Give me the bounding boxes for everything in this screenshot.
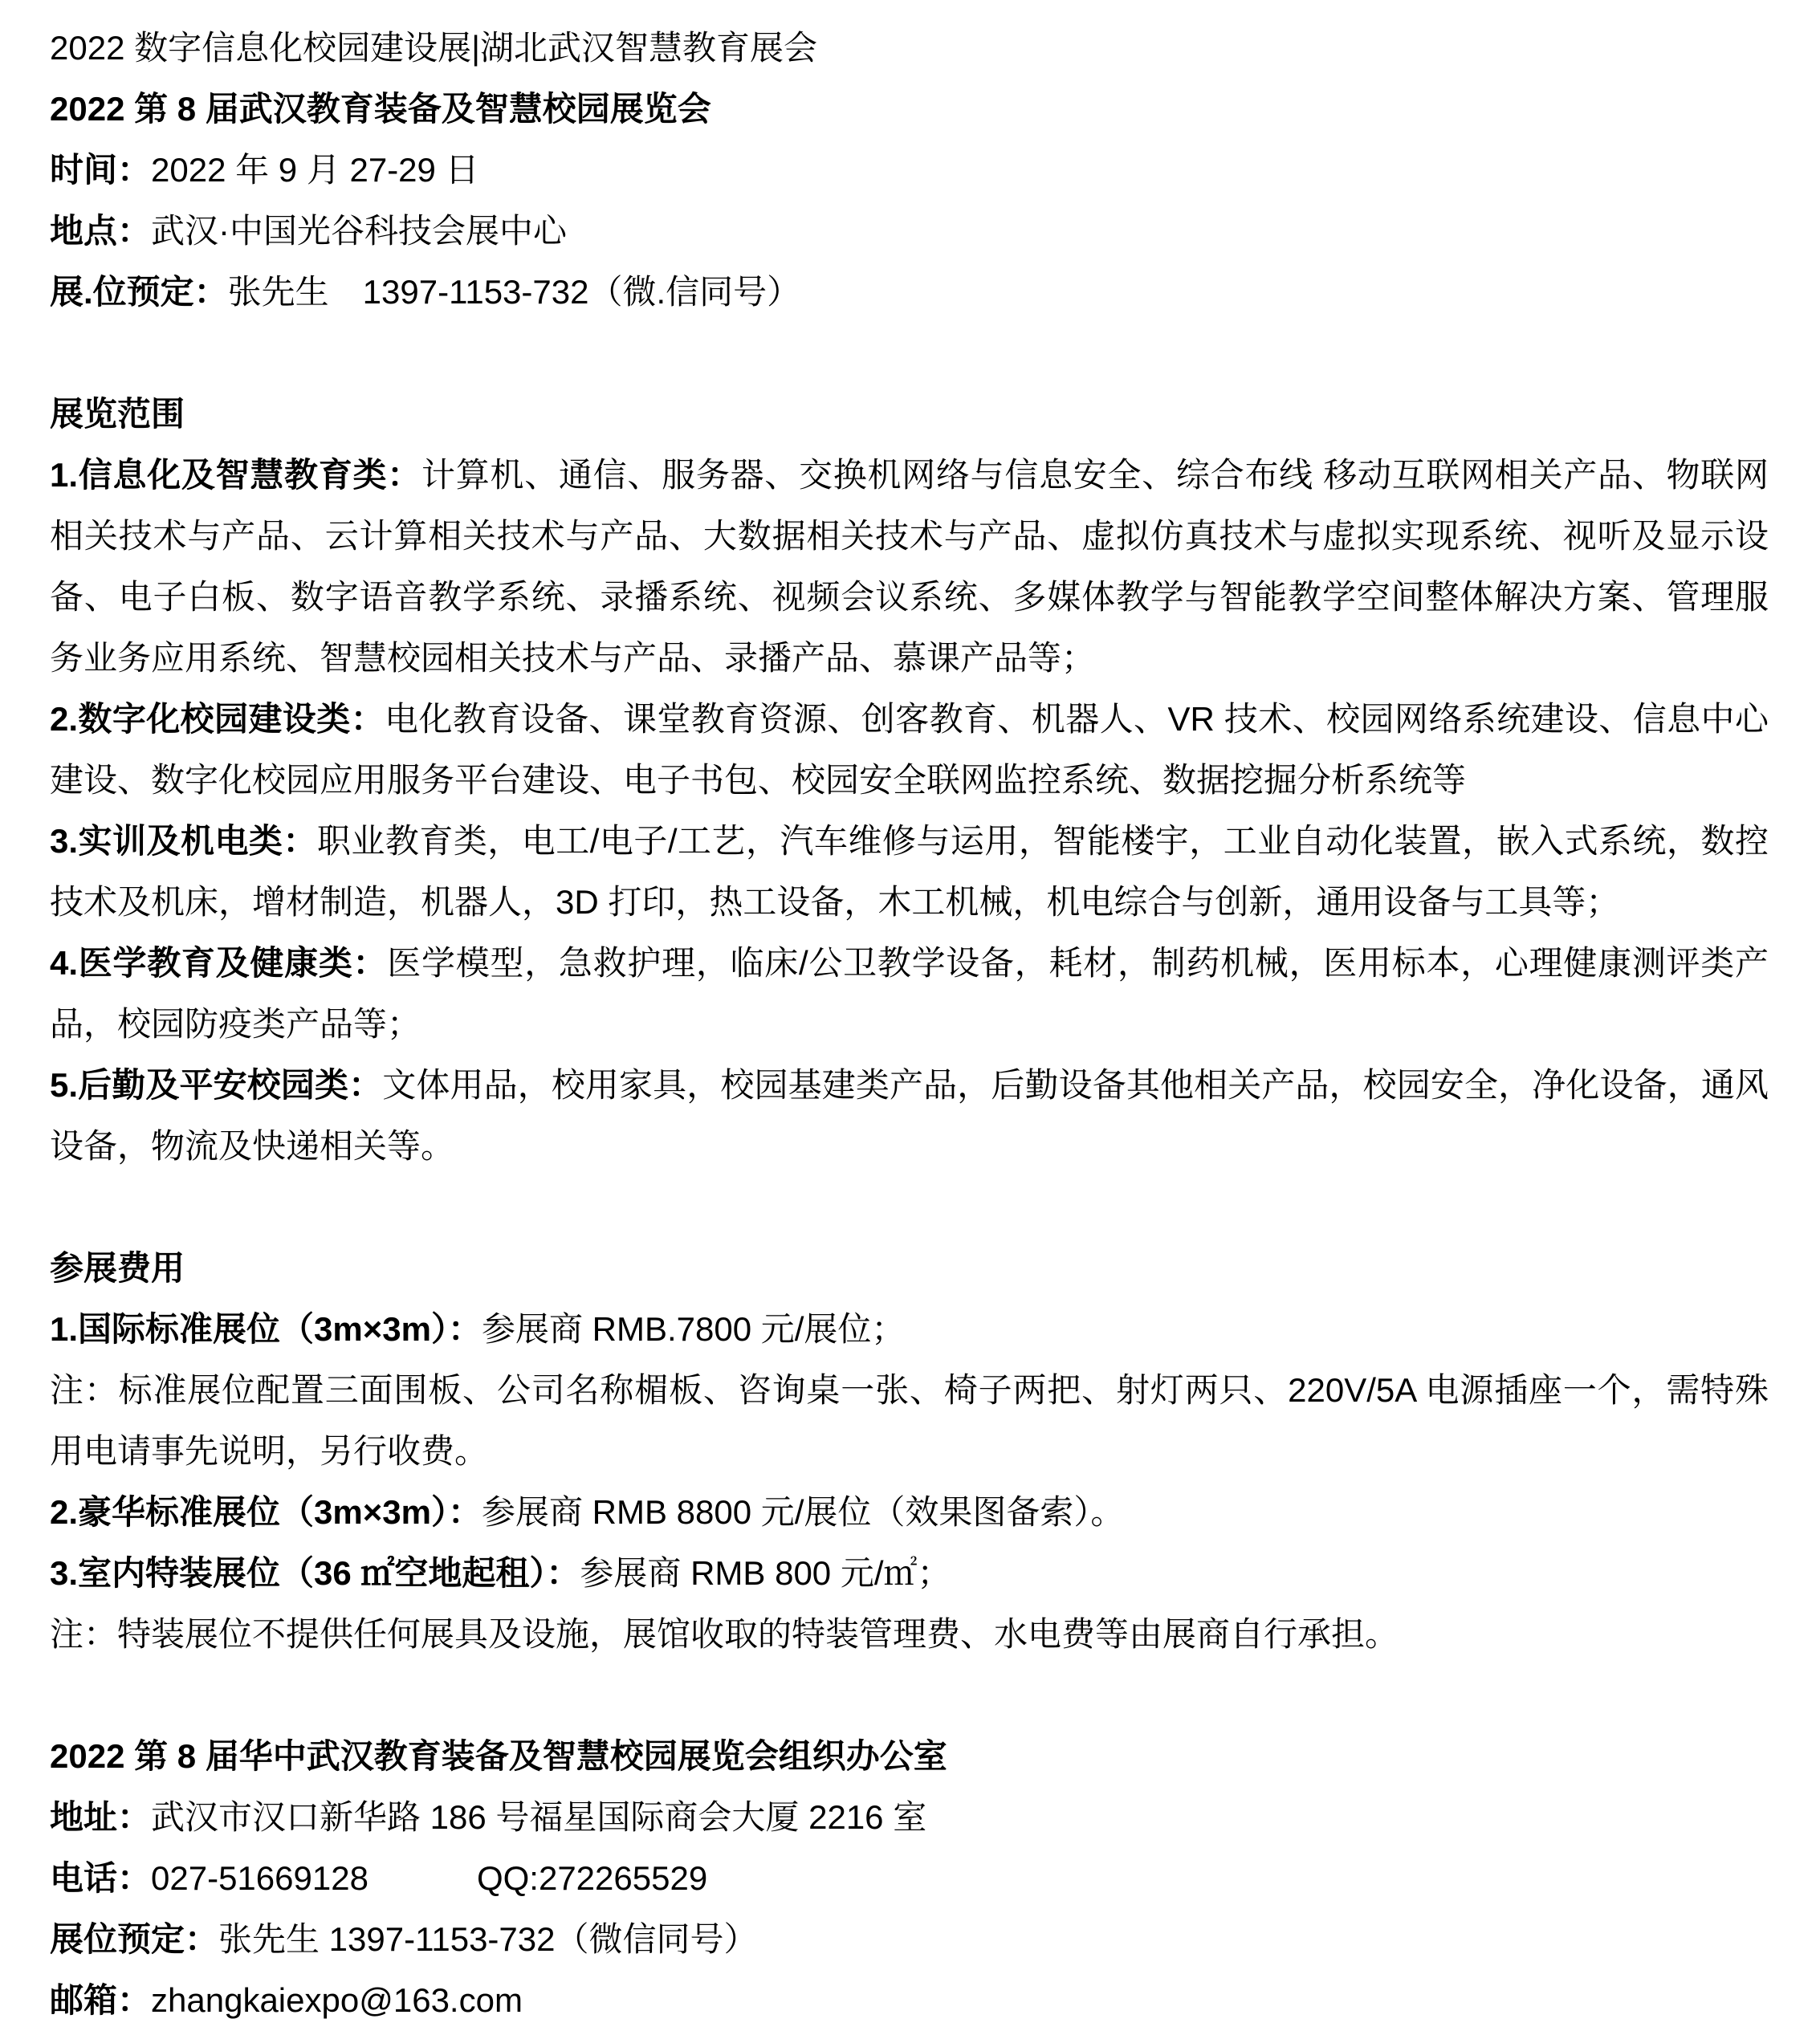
- office-phone-label: 电话：: [50, 1859, 152, 1897]
- exhibition-subtitle: [50, 18, 1769, 79]
- office-booking-row: [50, 1909, 1769, 1970]
- fees-heading-text: 参展费用: [50, 1249, 185, 1287]
- booth-booking-label: 展.位预定：: [50, 273, 228, 311]
- office-qq-value: QQ:272265529: [476, 1859, 708, 1897]
- office-email-value: zhangkaiexpo@163.com: [151, 1981, 523, 2019]
- scope-item-2-label: 2.数字化校园建设类：: [50, 700, 385, 738]
- office-booking-value: 张先生 1397-1153-732（微信同号）: [218, 1920, 758, 1958]
- office-address-value: 武汉市汉口新华路 186 号福星国际商会大厦 2216 室: [151, 1798, 927, 1836]
- blank-line: [50, 1177, 1769, 1238]
- scope-item-4-text: 医学模型，急救护理，临床/公卫教学设备，耗材，制药机械，医用标本，心理健康测评类产品，校园防疫类产品等；: [50, 944, 1769, 1043]
- scope-item-5: [50, 1055, 1769, 1177]
- fees-heading: [50, 1238, 1769, 1299]
- scope-item-5-text: 文体用品，校用家具，校园基建类产品，后勤设备其他相关产品，校园安全，净化设备，通风设备，物流及快递相关等。: [50, 1066, 1769, 1165]
- time-value: 2022 年 9 月 27-29 日: [151, 151, 479, 189]
- office-title-text: 2022 第 8 届华中武汉教育装备及智慧校园展览会组织办公室: [50, 1737, 947, 1775]
- fee-item-3-text: 参展商 RMB 800 元/㎡；: [580, 1554, 951, 1592]
- fee-item-1: [50, 1299, 1769, 1360]
- office-address-label: 地址：: [50, 1798, 152, 1836]
- exhibition-title: [50, 79, 1769, 140]
- fee-note-1-text: 注：标准展位配置三面围板、公司名称楣板、咨询桌一张、椅子两把、射灯两只、220V/5A 电源插座一个，需特殊用电请事先说明，另行收费。: [50, 1371, 1769, 1470]
- fee-item-3: [50, 1543, 1769, 1604]
- scope-item-3-label: 3.实训及机电类：: [50, 822, 317, 860]
- scope-item-2: [50, 689, 1769, 811]
- venue-value: 武汉·中国光谷科技会展中心: [151, 212, 568, 250]
- scope-item-1: [50, 445, 1769, 689]
- fee-note-2-text: 注：特装展位不提供任何展具及设施，展馆收取的特装管理费、水电费等由展商自行承担。: [50, 1615, 1399, 1653]
- scope-item-3: [50, 811, 1769, 933]
- scope-item-4: [50, 933, 1769, 1055]
- office-phone-value: 027-51669128: [151, 1859, 368, 1897]
- info-row-booth-booking: [50, 262, 1769, 323]
- fee-note-1: [50, 1360, 1769, 1482]
- booth-booking-value: 张先生 1397-1153-732（微.信同号）: [227, 273, 801, 311]
- info-row-venue: [50, 201, 1769, 262]
- exhibition-subtitle-text: 2022 数字信息化校园建设展|湖北武汉智慧教育展会: [50, 29, 818, 67]
- office-email-label: 邮箱：: [50, 1981, 152, 2019]
- venue-label: 地点：: [50, 212, 152, 250]
- blank-line: [50, 323, 1769, 384]
- fee-item-2-label: 2.豪华标准展位（3m×3m）：: [50, 1493, 482, 1531]
- fee-item-1-text: 参展商 RMB.7800 元/展位；: [481, 1310, 906, 1348]
- office-email-row: [50, 1970, 1769, 2031]
- scope-item-1-label: 1.信息化及智慧教育类：: [50, 456, 422, 494]
- fee-item-3-label: 3.室内特装展位（36 ㎡空地起租）：: [50, 1554, 580, 1592]
- office-phone-row: [50, 1848, 1769, 1909]
- fee-note-2: [50, 1604, 1769, 1665]
- scope-heading: [50, 384, 1769, 445]
- fee-item-2-text: 参展商 RMB 8800 元/展位（效果图备索）。: [481, 1493, 1125, 1531]
- scope-heading-text: 展览范围: [50, 395, 185, 433]
- office-booking-label: 展位预定：: [50, 1920, 219, 1958]
- info-row-time: [50, 140, 1769, 201]
- fee-item-1-label: 1.国际标准展位（3m×3m）：: [50, 1310, 482, 1348]
- scope-item-5-label: 5.后勤及平安校园类：: [50, 1066, 383, 1104]
- blank-line: [50, 1665, 1769, 1726]
- exhibition-title-text: 2022 第 8 届武汉教育装备及智慧校园展览会: [50, 90, 711, 128]
- time-label: 时间：: [50, 151, 152, 189]
- fee-item-2: [50, 1482, 1769, 1543]
- office-address-row: [50, 1787, 1769, 1848]
- scope-item-4-label: 4.医学教育及健康类：: [50, 944, 388, 982]
- scope-item-3-text: 职业教育类，电工/电子/工艺，汽车维修与运用，智能楼宇，工业自动化装置，嵌入式系统，数控技术及机床，增材制造，机器人，3D 打印，热工设备，木工机械，机电综合与创新，通用设备与工具等；: [50, 822, 1769, 921]
- scope-item-2-text: 电化教育设备、课堂教育资源、创客教育、机器人、VR 技术、校园网络系统建设、信息中心建设、数字化校园应用服务平台建设、电子书包、校园安全联网监控系统、数据挖掘分析系统等: [50, 700, 1769, 799]
- scope-item-1-text: 计算机、通信、服务器、交换机网络与信息安全、综合布线 移动互联网相关产品、物联网相关技术与产品、云计算相关技术与产品、大数据相关技术与产品、虚拟仿真技术与虚拟实现系统、视听及显示设备、电子白板、数字语音教学系统、录播系统、视频会议系统、多媒体教学与智能教学空间整体解决方案、管理服务业务应用系统、智慧校园相关技术与产品、录播产品、慕课产品等；: [50, 456, 1769, 677]
- office-title: [50, 1726, 1769, 1787]
